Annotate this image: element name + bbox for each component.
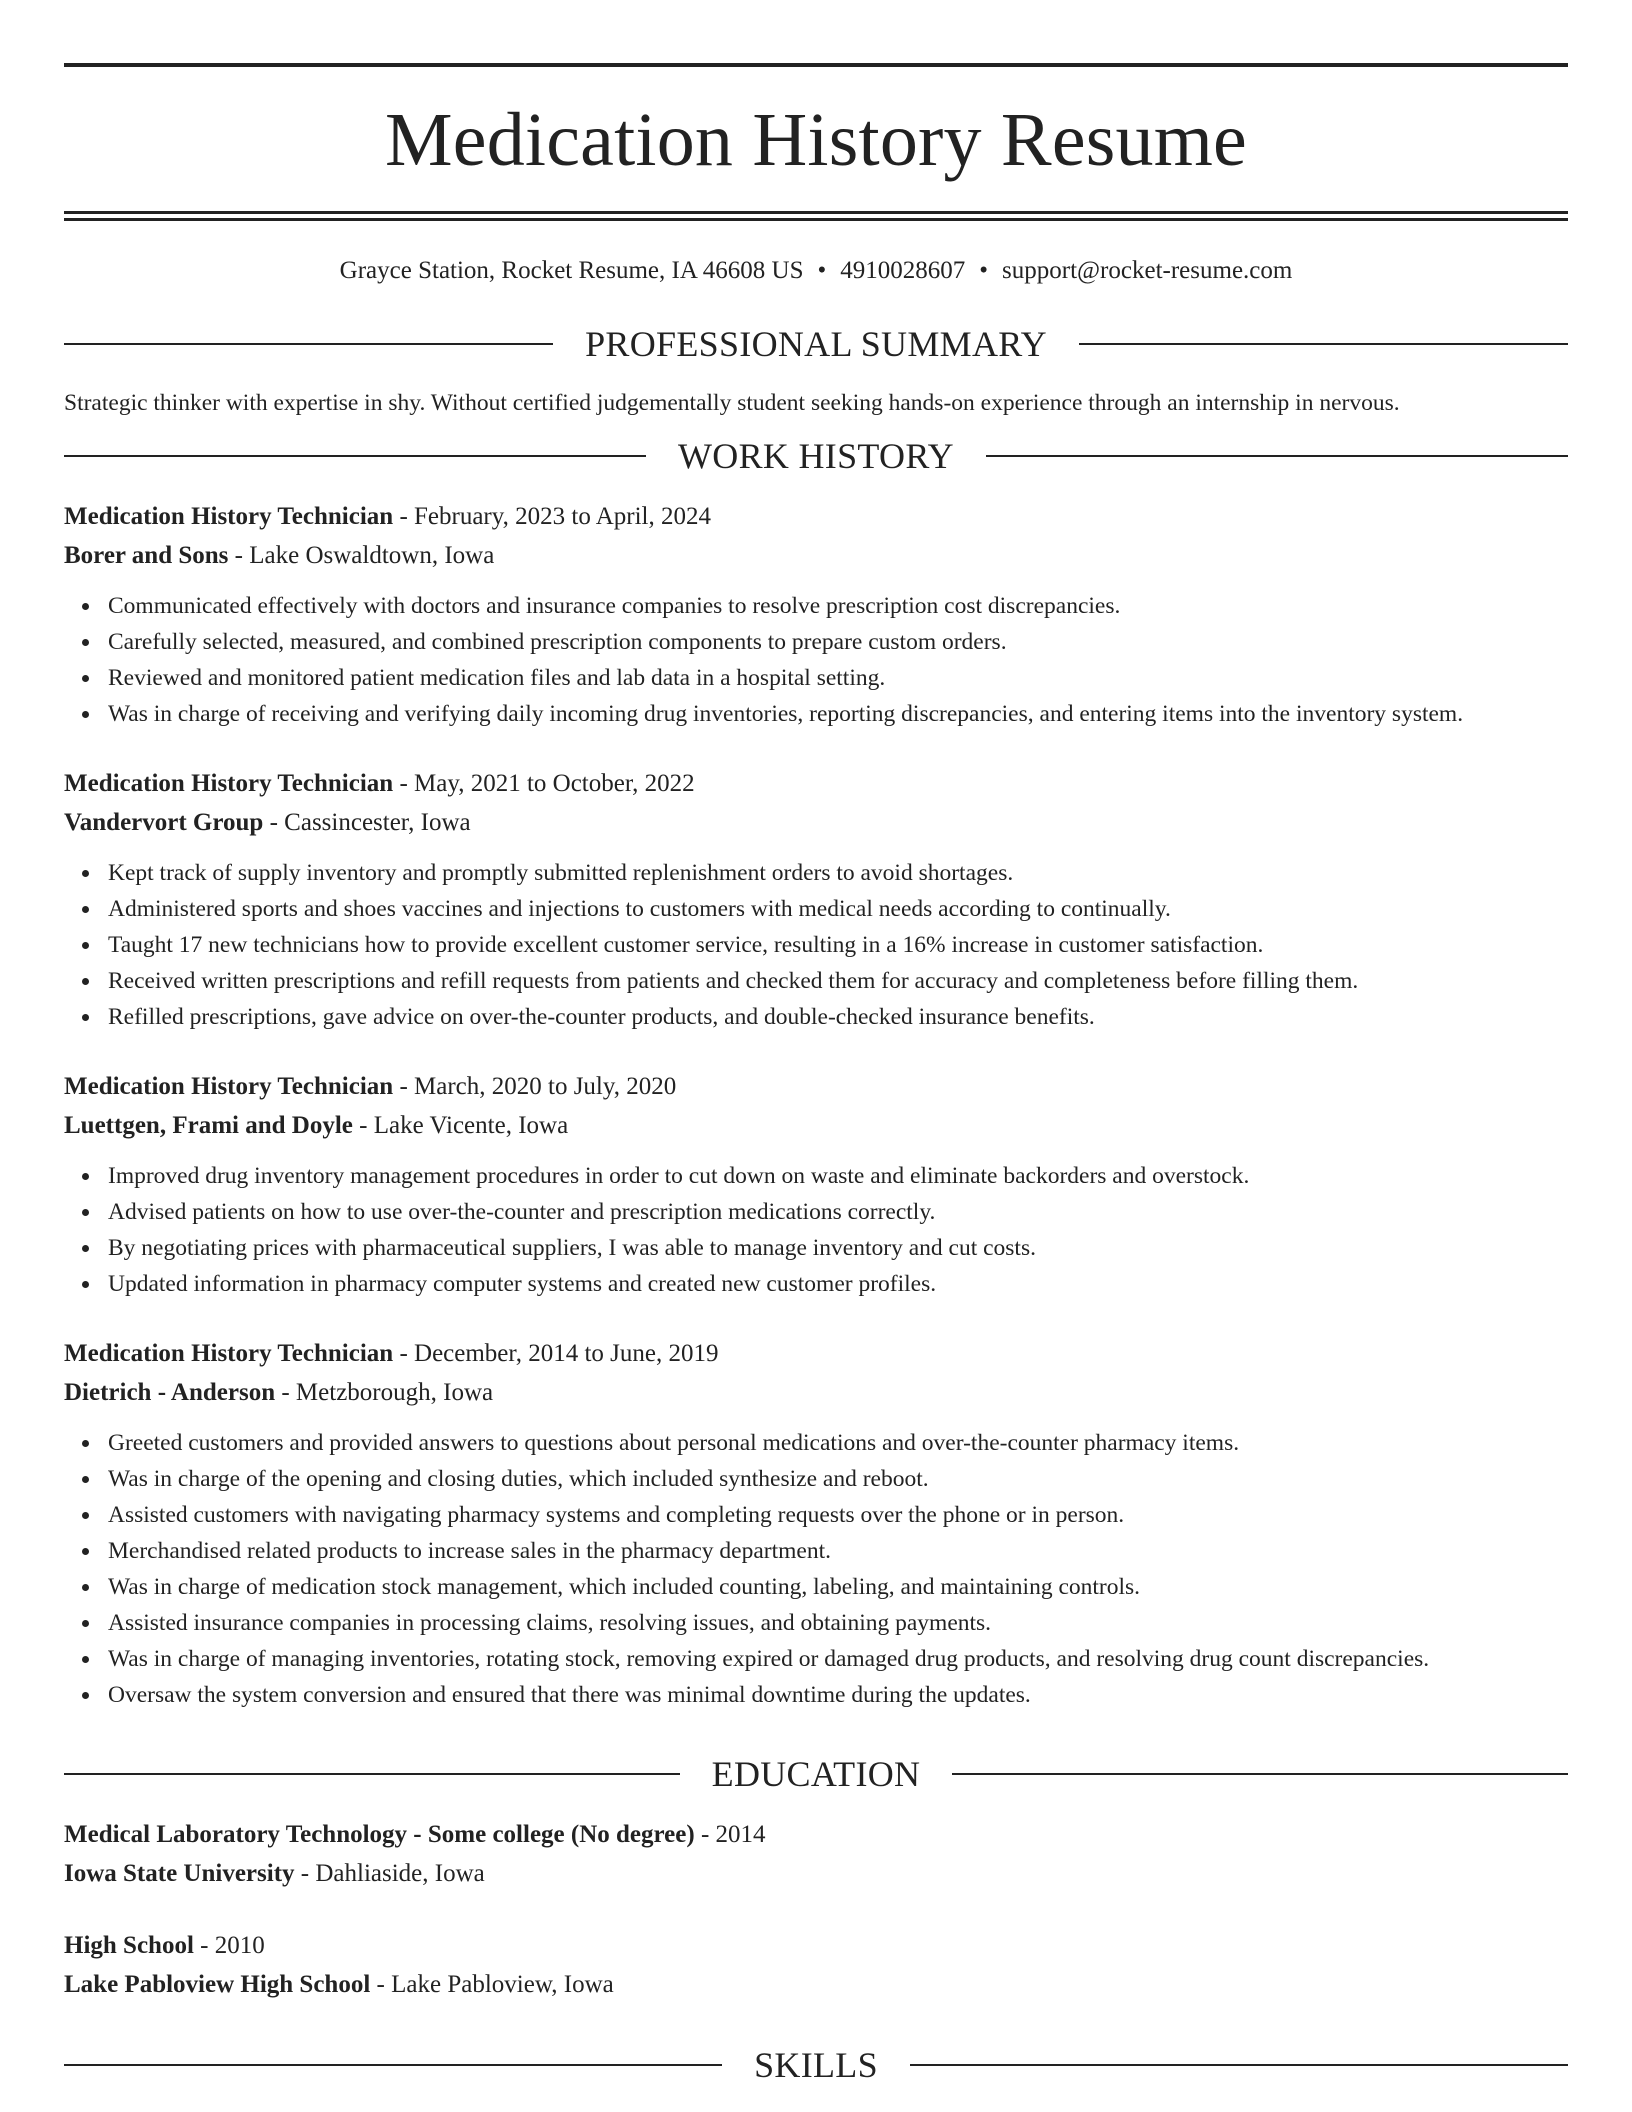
section-rule	[64, 1773, 680, 1775]
job-dates: - February, 2023 to April, 2024	[393, 503, 711, 530]
top-rule	[64, 63, 1568, 67]
resume-title: Medication History Resume	[385, 98, 1247, 182]
job-duty-item: Advised patients on how to use over-the-counter and prescription medications correctly.	[108, 1194, 1568, 1230]
job-company: Vandervort Group	[64, 809, 264, 836]
section-rule	[1079, 343, 1568, 345]
job-company: Borer and Sons	[64, 542, 229, 569]
education-degree: High School	[64, 1932, 194, 1959]
job-company: Luettgen, Frami and Doyle	[64, 1112, 353, 1139]
job-title: Medication History Technician	[64, 1340, 394, 1367]
education-school: Iowa State University	[64, 1860, 295, 1887]
job-location: - Lake Vicente, Iowa	[352, 1112, 569, 1139]
job-duties-list	[64, 588, 1568, 732]
job-duty-item: Greeted customers and provided answers to questions about personal medications and over-the-counter pharmacy items.	[108, 1425, 1568, 1461]
section-header-work	[64, 433, 1568, 479]
job-title: Medication History Technician	[64, 503, 394, 530]
job-location: - Cassincester, Iowa	[263, 809, 471, 836]
education-degree-line	[64, 1815, 1568, 1854]
job-duties-list	[64, 1158, 1568, 1302]
contact-separator: •	[817, 257, 827, 284]
section-title-skills: SKILLS	[754, 2045, 878, 2085]
job-duty-item: Reviewed and monitored patient medication files and lab data in a hospital setting.	[108, 660, 1568, 696]
work-history-list	[64, 497, 1568, 1713]
job-company: Dietrich - Anderson	[64, 1379, 276, 1406]
section-header-skills	[64, 2042, 1568, 2088]
education-location: - Dahliaside, Iowa	[294, 1860, 485, 1887]
education-school: Lake Pabloview High School	[64, 1971, 371, 1998]
job-duty-item: Improved drug inventory management procedures in order to cut down on waste and eliminate backorders and overstock.	[108, 1158, 1568, 1194]
title-double-rule	[64, 211, 1568, 221]
job-company-line	[64, 1373, 1568, 1412]
contact-email: support@rocket-resume.com	[1002, 257, 1293, 284]
job-duty-item: Carefully selected, measured, and combined prescription components to prepare custom orders.	[108, 624, 1568, 660]
job-duty-item: Communicated effectively with doctors and insurance companies to resolve prescription cost discrepancies.	[108, 588, 1568, 624]
job-duty-item: Oversaw the system conversion and ensured that there was minimal downtime during the updates.	[108, 1677, 1568, 1713]
job-duty-item: Assisted customers with navigating pharmacy systems and completing requests over the phone or in person.	[108, 1497, 1568, 1533]
job-location: - Metzborough, Iowa	[275, 1379, 494, 1406]
contact-separator: •	[979, 257, 989, 284]
job-title-line	[64, 497, 1568, 536]
job-duty-item: Updated information in pharmacy computer systems and created new customer profiles.	[108, 1266, 1568, 1302]
section-rule	[64, 455, 646, 457]
job-duty-item: Assisted insurance companies in processing claims, resolving issues, and obtaining payments.	[108, 1605, 1568, 1641]
job-duty-item: Merchandised related products to increase sales in the pharmacy department.	[108, 1533, 1568, 1569]
job-duty-item: Was in charge of medication stock management, which included counting, labeling, and maintaining controls.	[108, 1569, 1568, 1605]
education-degree-line	[64, 1926, 1568, 1965]
job-company-line	[64, 803, 1568, 842]
education-location: - Lake Pabloview, Iowa	[370, 1971, 614, 1998]
section-rule	[64, 343, 553, 345]
section-title-summary: PROFESSIONAL SUMMARY	[585, 324, 1047, 364]
job-duties-list	[64, 1425, 1568, 1713]
job-location: - Lake Oswaldtown, Iowa	[228, 542, 495, 569]
section-title-work: WORK HISTORY	[678, 436, 954, 476]
resume-page	[64, 0, 1568, 2088]
job-title: Medication History Technician	[64, 1073, 394, 1100]
job-company-line	[64, 1106, 1568, 1145]
education-year: - 2014	[694, 1821, 766, 1848]
contact-phone: 4910028607	[840, 257, 966, 284]
job-title: Medication History Technician	[64, 770, 394, 797]
education-degree: Medical Laboratory Technology - Some college (No degree)	[64, 1821, 695, 1848]
job-title-line	[64, 1334, 1568, 1373]
job-dates: - December, 2014 to June, 2019	[393, 1340, 719, 1367]
job-duty-item: Refilled prescriptions, gave advice on over-the-counter products, and double-checked insurance benefits.	[108, 999, 1568, 1035]
job-entry	[64, 1067, 1568, 1302]
section-rule	[986, 455, 1568, 457]
job-duty-item: Was in charge of the opening and closing duties, which included synthesize and reboot.	[108, 1461, 1568, 1497]
job-duty-item: Was in charge of managing inventories, rotating stock, removing expired or damaged drug products, and resolving drug count discrepancies.	[108, 1641, 1568, 1677]
job-entry	[64, 1334, 1568, 1713]
job-entry	[64, 764, 1568, 1035]
education-entry	[64, 1926, 1568, 2004]
education-entry	[64, 1815, 1568, 1893]
contact-line	[64, 255, 1568, 287]
job-duty-item: Kept track of supply inventory and promptly submitted replenishment orders to avoid shortages.	[108, 855, 1568, 891]
job-entry	[64, 497, 1568, 732]
job-duty-item: Received written prescriptions and refill requests from patients and checked them for accuracy and completeness before filling them.	[108, 963, 1568, 999]
section-rule	[952, 1773, 1568, 1775]
job-duties-list	[64, 855, 1568, 1035]
job-duty-item: Administered sports and shoes vaccines and injections to customers with medical needs according to continually.	[108, 891, 1568, 927]
job-dates: - March, 2020 to July, 2020	[393, 1073, 677, 1100]
job-duty-item: Was in charge of receiving and verifying daily incoming drug inventories, reporting discrepancies, and entering items into the inventory system.	[108, 696, 1568, 732]
section-title-education: EDUCATION	[711, 1754, 921, 1794]
job-duty-item: By negotiating prices with pharmaceutical suppliers, I was able to manage inventory and cut costs.	[108, 1230, 1568, 1266]
education-list	[64, 1815, 1568, 2004]
job-company-line	[64, 536, 1568, 575]
summary-text: Strategic thinker with expertise in shy. Without certified judgementally student seeking hands-on experience through an internship in nervous.	[64, 390, 1400, 416]
job-duty-item: Taught 17 new technicians how to provide excellent customer service, resulting in a 16% increase in customer satisfaction.	[108, 927, 1568, 963]
education-school-line	[64, 1854, 1568, 1893]
contact-address: Grayce Station, Rocket Resume, IA 46608 US	[339, 257, 804, 284]
job-title-line	[64, 764, 1568, 803]
section-rule	[910, 2064, 1568, 2066]
education-school-line	[64, 1965, 1568, 2004]
section-rule	[64, 2064, 722, 2066]
education-year: - 2010	[193, 1932, 265, 1959]
section-header-summary	[64, 321, 1568, 367]
job-dates: - May, 2021 to October, 2022	[393, 770, 695, 797]
section-header-education	[64, 1751, 1568, 1797]
job-title-line	[64, 1067, 1568, 1106]
